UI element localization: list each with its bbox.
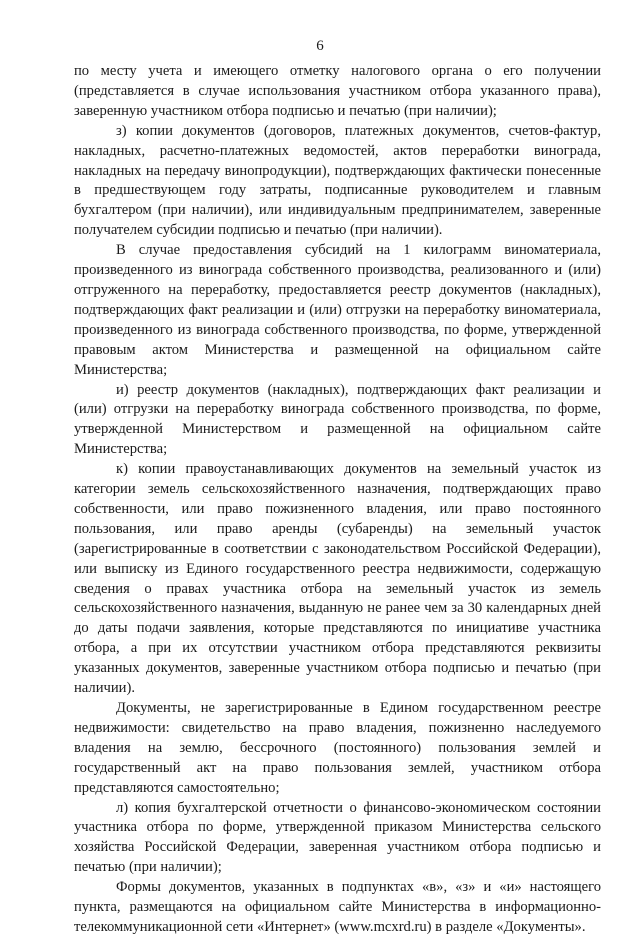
paragraph-item-k: к) копии правоустанавливающих документов на земельный участок из категории земель сельскохозяйственного назначения, подтверждающих право собственности, или право пожизненного владения, или право постоянного пользования, или право аренды (субаренды) на земельный участок (зарегистрированные в соответствии с законодательством Российской Федерации), или выписку из Единого государственного реестра недвижимости, содержащую сведения о правах участника отбора на земельный участок из земель сельскохозяйственного назначения, выданную не ранее чем за 30 календарных дней до даты подачи заявления, которые представляются по инициативе участника отбора, а при их отсутствии участником отбора представляются реквизиты указанных документов, заверенные участником отбора подписью и печатью (при наличии).	[74, 461, 601, 697]
paragraph-item-l: л) копия бухгалтерской отчетности о финансово-экономическом состоянии участника отбора по форме, утвержденной приказом Министерства сельского хозяйства Российской Федерации, заверенная участником отбора подписью и печатью (при наличии);	[74, 799, 601, 876]
paragraph-wine-material: В случае предоставления субсидий на 1 килограмм виноматериала, произведенного из винограда собственного производства, реализованного и (или) отгруженного на переработку, предоставляется реестр документов (накладных), подтверждающих факт реализации и (или) отгрузки на переработку виноматериала, произведенного из винограда собственного производства, по форме, утвержденной правовым актом Министерства и размещенной на официальном сайте Министерства;	[74, 242, 601, 378]
paragraph-item-z: з) копии документов (договоров, платежных документов, счетов-фактур, накладных, расчетно-платежных ведомостей, актов переработки винограда, накладных на передачу винопродукции), подтверждающих фактически понесенные в предшествующем году затраты, подписанные руководителем и главным бухгалтером (при наличии), или индивидуальным предпринимателем, заверенные получателем субсидии подписью и печатью (при наличии).	[74, 122, 601, 239]
document-body	[74, 62, 601, 938]
page-number: 6	[316, 38, 324, 54]
paragraph-continuation: по месту учета и имеющего отметку налогового органа о его получении (представляется в случае использования участником отбора указанного права), заверенную участником отбора подписью и печатью (при наличии);	[74, 63, 601, 119]
paragraph-unregistered-documents: Документы, не зарегистрированные в Едином государственном реестре недвижимости: свидетельство на право владения, пожизненно наследуемого владения на землю, бессрочного (постоянного) пользования землей и государственный акт на право пользования землей, участником отбора представляются самостоятельно;	[74, 700, 601, 796]
paragraph-item-i: и) реестр документов (накладных), подтверждающих факт реализации и (или) отгрузки на переработку винограда собственного производства, по форме, утвержденной Министерством и размещенной на официальном сайте Министерства;	[74, 381, 601, 458]
paragraph-forms: Формы документов, указанных в подпунктах «в», «з» и «и» настоящего пункта, размещаются на официальном сайте Министерства в информационно-телекоммуникационной сети «Интернет» (www.mcxrd.ru) в разделе «Документы».	[74, 879, 601, 935]
